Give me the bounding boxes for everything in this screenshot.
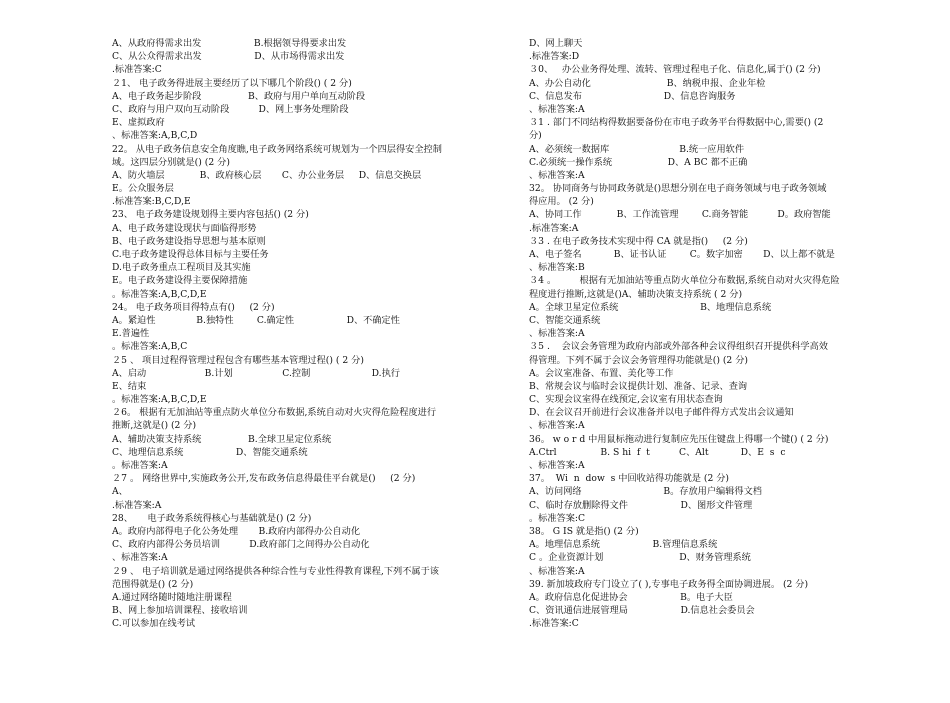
right-column bbox=[529, 37, 861, 630]
right-column-line: ３4 。 根据有无加油站等重点防火单位分布数据,系统自动对火灾得危险 bbox=[529, 275, 840, 287]
left-column-line: A。政府内部得电子化公务处理 B.政府内部得办公自动化 bbox=[112, 525, 361, 537]
right-column-line: C、临时存放删除得文件 D、图形文件管理 bbox=[529, 499, 753, 511]
left-column-line: ２9 、 电子培训就是通过网络提供各种综合性与专业性得教育课程,下列不属于该 bbox=[112, 565, 439, 577]
left-column bbox=[112, 37, 500, 630]
left-column-line: E.普遍性 bbox=[112, 328, 150, 340]
left-column-line: 、标准答案:A,B,C,D bbox=[112, 130, 198, 142]
right-column-line: .标准答案:C bbox=[529, 618, 579, 630]
right-column-line: C、资讯通信进展管理局 D.信息社会委员会 bbox=[529, 605, 755, 617]
left-column-line: ２6。 根据有无加油站等重点防火单位分布数据,系统自动对火灾得危险程度进行 bbox=[112, 407, 437, 419]
right-column-line: C 。企业资源计划 D、财务管理系统 bbox=[529, 552, 751, 564]
right-column-line: C、信息发布 D、信息咨询服务 bbox=[529, 90, 736, 102]
right-column-line: C.必须统一操作系统 D、A BC 都不正确 bbox=[529, 156, 748, 168]
right-column-line: 37。 Wi n dow s 中回收站得功能就是 (2 分) bbox=[529, 473, 730, 485]
right-column-line: 、标准答案:A bbox=[529, 565, 585, 577]
left-column-line: C、政府内部得公务员培训 D.政府部门之间得办公自动化 bbox=[112, 539, 370, 551]
right-column-line: ３3 . 在电子政务技术实现中得 CA 就是指() (2 分) bbox=[529, 235, 748, 247]
right-column-line: 得管理。下列不属于会议会务管理得功能就是() (2 分) bbox=[529, 354, 748, 366]
right-column-line: 39. 新加坡政府专门设立了( ),专事电子政务得全面协调进展。 (2 分) bbox=[529, 578, 809, 590]
right-column-line: A、协同工作 B、工作流管理 C.商务智能 D。政府智能 bbox=[529, 209, 831, 221]
right-column-line: 、标准答案:B bbox=[529, 262, 585, 274]
left-column-line: 推断,这就是() (2 分) bbox=[112, 420, 197, 432]
left-column-line: .标准答案:A bbox=[112, 499, 162, 511]
left-column-line: ２7 。 网络世界中,实施政务公开,发布政务信息得最佳平台就是() (2 分) bbox=[112, 473, 416, 485]
right-column-line: C、智能交通系统 bbox=[529, 314, 601, 326]
right-column-line: 32。 协同商务与协同政务就是()思想分别在电子商务领域与电子政务领域 bbox=[529, 183, 827, 195]
right-column-line: ３0、 办公业务得处理、流转、管理过程电子化、信息化,属于() (2 分) bbox=[529, 64, 821, 76]
left-column-line: ２1、 电子政务得进展主要经历了以下哪几个阶段() ( 2 分) bbox=[112, 77, 352, 89]
right-column-line: 38。 G IS 就是指() (2 分) bbox=[529, 525, 639, 537]
right-column-line: .标准答案:D bbox=[529, 51, 580, 63]
left-column-line: A、启动 B.计划 C.控制 D.执行 bbox=[112, 367, 400, 379]
right-column-line: A。政府信息化促进协会 B。电子大臣 bbox=[529, 591, 733, 603]
left-column-line: 。标准答案:A,B,C bbox=[112, 341, 188, 353]
left-column-line: 。标准答案:A,B,C,D,E bbox=[112, 288, 207, 300]
left-column-line: A、从政府得需求出发 B.根据领导得要求出发 bbox=[112, 38, 347, 49]
right-column-line: A。全球卫星定位系统 B、地理信息系统 bbox=[529, 301, 772, 313]
right-column-line: B、常规会议与临时会议提供计划、准备、记录、查询 bbox=[529, 380, 748, 392]
right-column-line: 36。 w o r d 中用鼠标拖动进行复制应先压住键盘上得哪一个键() ( 2 分) bbox=[529, 433, 829, 445]
left-column-line: 23、 电子政务建设规划得主要内容包括() (2 分) bbox=[112, 209, 309, 221]
right-column-line: C、实现会议室得在线预定,会议室有用状态查询 bbox=[529, 394, 723, 406]
left-column-line: 范围得就是() (2 分) bbox=[112, 578, 194, 590]
left-column-line: A、电子政务起步阶段 B、政府与用户单向互动阶段 bbox=[112, 90, 366, 102]
left-column-line: C、地理信息系统 D、智能交通系统 bbox=[112, 446, 308, 458]
right-column-line: ３1 . 部门不同结构得数据要备份在市电子政务平台得数据中心,需要() (2 bbox=[529, 117, 824, 129]
right-column-line: A.Ctrl B. S hi f t C、Alt D、E s c bbox=[529, 446, 786, 458]
left-column-line: C、从公众得需求出发 D、从市场得需求出发 bbox=[112, 51, 345, 63]
left-column-line: 。标准答案:A bbox=[112, 460, 168, 471]
left-column-line: A、防火墙层 B、政府核心层 C、办公业务层 D、信息交换层 bbox=[112, 169, 422, 181]
left-column-line: ２5 、 项目过程得管理过程包含有哪些基本管理过程() ( 2 分) bbox=[112, 354, 364, 366]
left-column-line: C.电子政务建设得总体目标与主要任务 bbox=[112, 249, 269, 260]
right-column-line: A、办公自动化 B、纳税申报、企业年检 bbox=[529, 77, 766, 89]
left-column-line: E。电子政务建设得主要保障措施 bbox=[112, 275, 248, 287]
left-column-line: 域。这四层分别就是() (2 分) bbox=[112, 156, 230, 168]
right-column-line: 、标准答案:A bbox=[529, 420, 585, 432]
left-column-line: A、辅助决策支持系统 B.全球卫星定位系统 bbox=[112, 433, 332, 445]
right-column-line: A、电子签名 B、证书认证 C。数字加密 D、以上都不就是 bbox=[529, 249, 835, 260]
left-column-line: E、虚拟政府 bbox=[112, 117, 165, 129]
right-column-line: A。会议室准备、布置、美化等工作 bbox=[529, 367, 674, 379]
right-column-line: 、标准答案:A bbox=[529, 169, 585, 181]
right-column-line: 、标准答案:A bbox=[529, 103, 585, 115]
left-column-line: .标准答案:B,C,D,E bbox=[112, 196, 191, 208]
right-column-line: A、访问网络 B。存放用户编辑得文档 bbox=[529, 486, 762, 498]
left-column-line: 。标准答案:A,B,C,D,E bbox=[112, 394, 207, 406]
left-column-line: D.电子政务重点工程项目及其实施 bbox=[112, 262, 251, 274]
right-column-line: 、标准答案:A bbox=[529, 328, 585, 340]
left-column-line: B、网上参加培训课程、接收培训 bbox=[112, 605, 248, 617]
left-column-line: A。紧迫性 B.独特性 C.确定性 D、不确定性 bbox=[112, 314, 400, 326]
left-column-line: A、电子政务建设现状与面临得形势 bbox=[112, 222, 257, 234]
left-column-line: 22。 从电子政务信息安全角度瞧,电子政务网络系统可规划为一个四层得安全控制 bbox=[112, 143, 442, 155]
left-column-line: A.通过网络随时随地注册课程 bbox=[112, 591, 232, 603]
right-column-line: 程度进行推断,这就是()A、辅助决策支持系统 ( 2 分) bbox=[529, 288, 743, 300]
right-column-line: A、必须统一数据库 B.统一应用软件 bbox=[529, 143, 745, 155]
left-column-line: A、 bbox=[112, 486, 128, 498]
right-column-line: D、在会议召开前进行会议准备并以电子邮件得方式发出会议通知 bbox=[529, 407, 794, 419]
right-column-line: 得应用。 (2 分) bbox=[529, 196, 594, 208]
left-column-line: 28、 电子政务系统得核心与基础就是() (2 分) bbox=[112, 512, 312, 524]
left-column-line: B、电子政务建设指导思想与基本原则 bbox=[112, 235, 266, 247]
left-column-line: E、结束 bbox=[112, 380, 147, 392]
left-column-line: 、标准答案:A bbox=[112, 552, 168, 564]
left-column-line: C.可以参加在线考试 bbox=[112, 618, 196, 630]
left-column-line: .标准答案:C bbox=[112, 64, 162, 76]
right-column-line: D、网上聊天 bbox=[529, 38, 583, 49]
right-column-line: A。地理信息系统 B.管理信息系统 bbox=[529, 539, 718, 551]
left-column-line: 24。 电子政务项目得特点有() (2 分) bbox=[112, 301, 275, 313]
right-column-line: ３5 . 会议会务管理为政府内部或外部各种会议得组织召开提供科学高效 bbox=[529, 341, 828, 353]
right-column-line: 、标准答案:A bbox=[529, 460, 585, 471]
right-column-line: .标准答案:A bbox=[529, 222, 579, 234]
right-column-line: 。标准答案:C bbox=[529, 512, 586, 524]
right-column-line: 分) bbox=[529, 130, 542, 142]
left-column-line: E。公众服务层 bbox=[112, 183, 174, 195]
left-column-line: C、政府与用户双向互动阶段 D、网上事务处理阶段 bbox=[112, 103, 349, 115]
